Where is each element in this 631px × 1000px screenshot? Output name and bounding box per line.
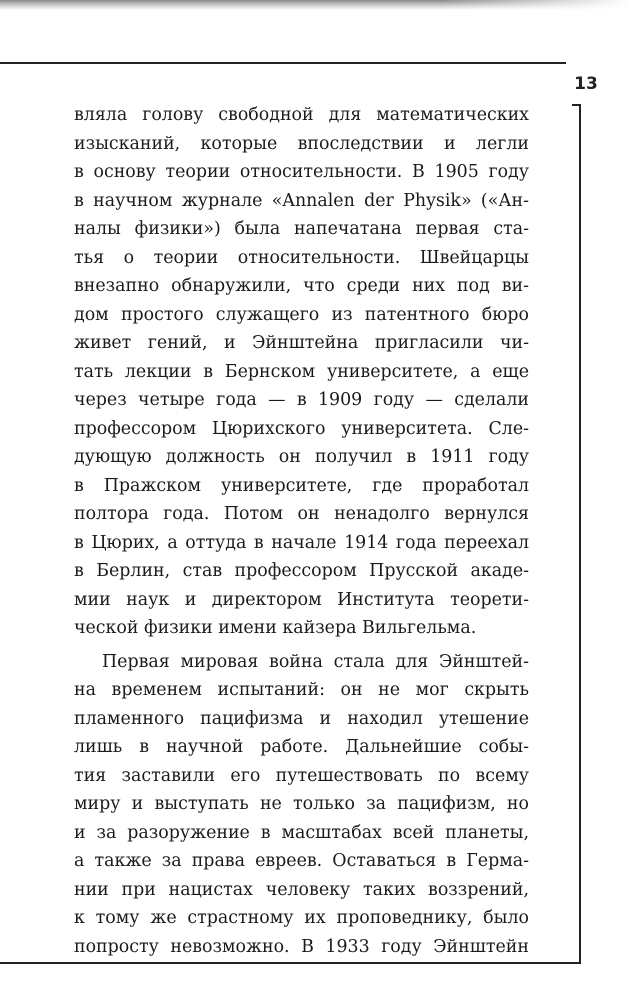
text-line: в Берлин, став профессором Прусской акаде- [74,561,529,581]
text-line: в основу теории относительности. В 1905 году [74,162,529,182]
text-line: живет гений, и Эйнштейна пригласили чи- [74,333,529,353]
text-line: пламенного пацифизма и находил утешение [74,708,529,729]
text-line: тать лекции в Бернском университете, а еще [74,361,529,382]
text-line: профессором Цюрихского университета. Сле- [74,418,529,439]
text-line: тия заставили его путешествовать по всему [74,765,529,786]
paragraph-2 [74,648,529,962]
text-line: налы физики») была напечатана первая ста- [74,219,529,239]
text-line: изысканий, которые впоследствии и легли [74,133,529,154]
page-frame-right-rule [579,104,581,964]
text-line: попросту невозможно. В 1933 году Эйнштейн [74,936,529,957]
text-line: внезапно обнаружили, что среди них под ви- [74,276,529,296]
page-number: 13 [574,74,598,94]
text-line: нии при нацистах человеку таких воззрений, [74,879,529,900]
text-line: через четыре года — в 1909 году — сделали [74,390,529,410]
text-line: полтора года. Потом он ненадолго вернулся [74,504,529,524]
text-line: Первая мировая война стала для Эйнштей- [102,651,529,672]
text-line: мии наук и директором Института теорети- [74,589,529,610]
text-line: в научном журнале «Annalen der Physik» («Ан- [74,190,529,211]
page-frame-bottom-rule [0,962,581,964]
text-line: в Цюрих, а оттуда в начале 1914 года переехал [74,532,529,553]
text-line: в Пражском университете, где проработал [74,475,529,496]
text-line: и за разоружение в масштабах всей планеты, [74,822,529,843]
page-body-text [74,101,529,961]
page-frame-top-rule [0,62,566,64]
scan-top-edge [0,0,631,10]
text-line: а также за права евреев. Оставаться в Герма- [74,851,529,871]
text-line: дом простого служащего из патентного бюро [74,304,529,325]
paragraph-1 [74,101,529,643]
text-line: тья о теории относительности. Швейцарцы [74,247,529,268]
text-line: к тому же страстному их проповеднику, было [74,908,529,928]
text-line: ческой физики имени кайзера Вильгельма. [74,618,477,638]
text-line: дующую должность он получил в 1911 году [74,447,529,467]
text-line: лишь в научной работе. Дальнейшие собы- [74,737,529,757]
text-line: вляла голову свободной для математических [74,105,529,125]
text-line: миру и выступать не только за пацифизм, но [74,794,529,814]
text-line: на временем испытаний: он не мог скрыть [74,680,529,700]
